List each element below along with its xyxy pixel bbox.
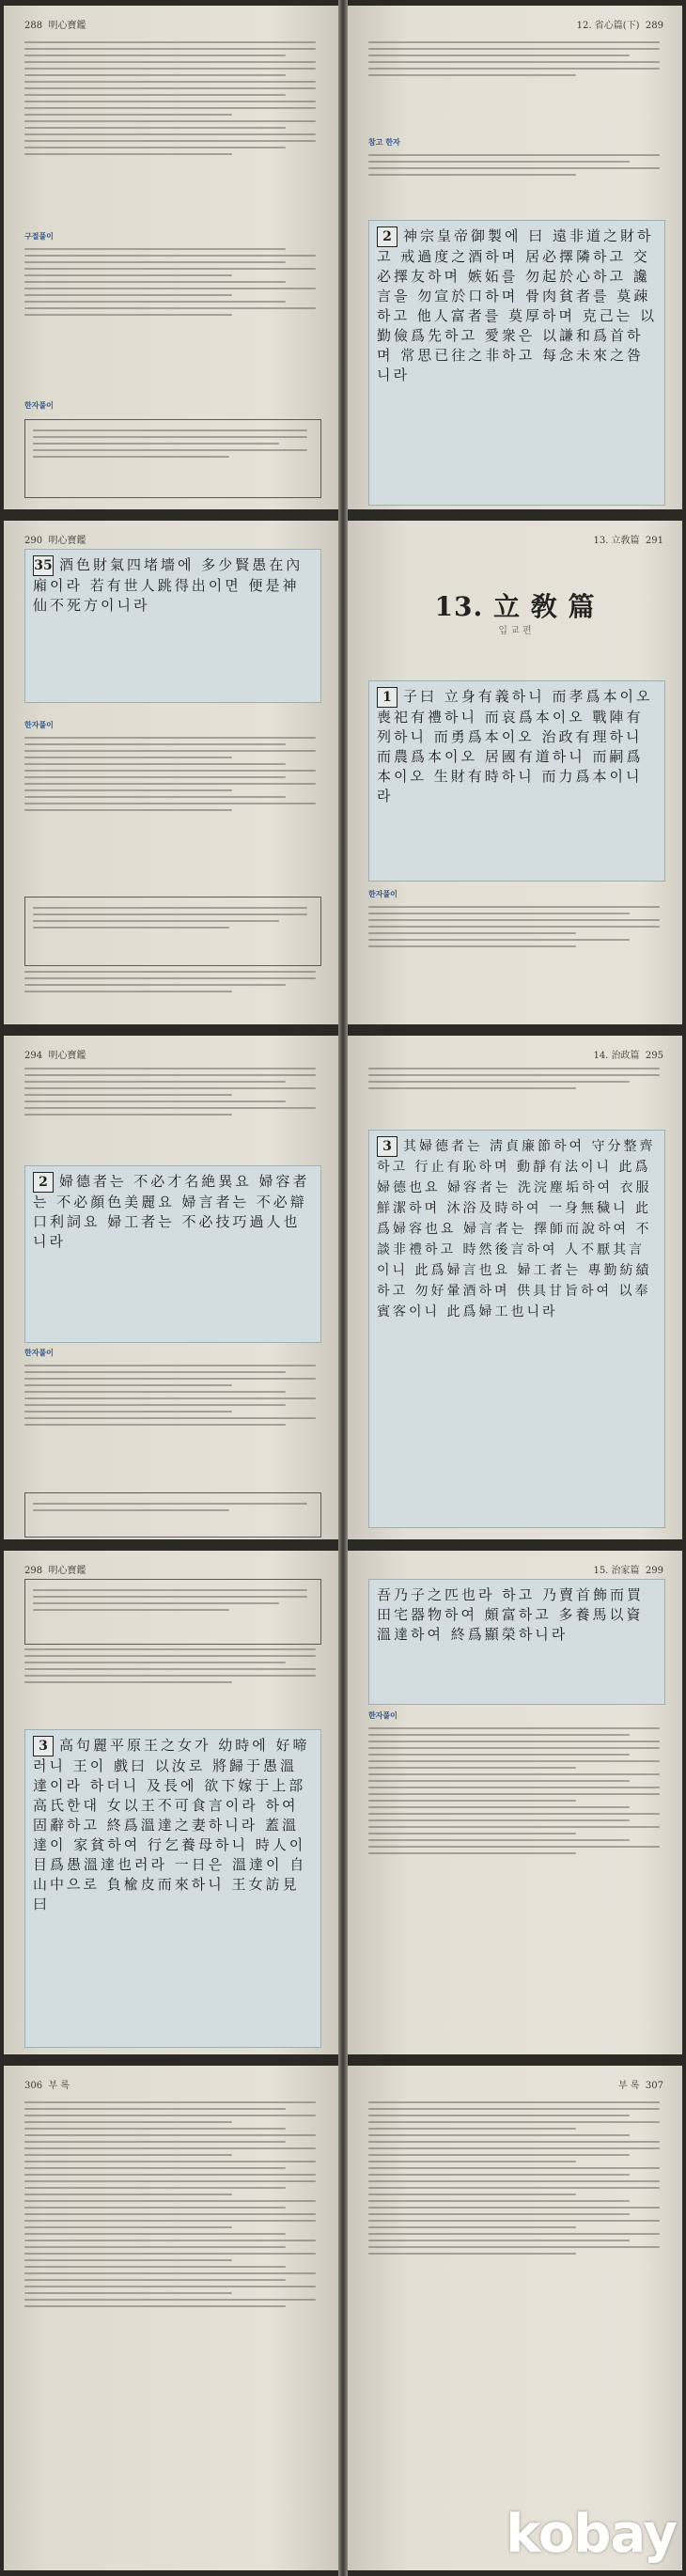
commentary-box	[24, 897, 321, 966]
right-page	[348, 521, 682, 1024]
page-header: 부 록 307	[618, 2081, 663, 2091]
body-text	[368, 1064, 665, 1094]
passage-text: 婦德者는 不必才名絶異요 婦容者는 不必顔色美麗요 婦言者는 不必辯口利詞요 婦工者는 不必技巧過人也니라	[33, 1173, 310, 1250]
passage-text: 高句麗平原王之女가 幼時에 好啼러니 王이 戲曰 以汝로 將歸于愚溫達이라 하더니 及長에 欲下嫁于上部高氏한대 女以王不可食言이라 하여 固辭하고 終爲溫達之妻하니라 蓋溫達이 家貧하여 行乞養母하니 時人이 目爲愚溫達也러라 一日은 溫達이 自山中으로 負楡皮而來하니 王女訪見曰	[33, 1737, 310, 1912]
passage-text: 吾乃子之匹也라 하고 乃賣首飾而買田宅器物하여 頗富하고 多養馬以資溫達하여 終爲顯榮하니라	[377, 1586, 645, 1643]
book-photo-3	[0, 1030, 686, 1545]
hanja-passage	[368, 1130, 665, 1528]
page-header: 288 明心寶鑑	[24, 21, 86, 31]
page-header: 15. 治家篇 299	[593, 1566, 663, 1576]
appendix-text	[368, 2098, 665, 2259]
vocab-text	[24, 733, 321, 816]
book-gutter	[338, 0, 348, 515]
commentary-box	[24, 1579, 321, 1645]
book-photo-2	[0, 515, 686, 1030]
chapter-title: 13. 立 敎 篇	[434, 591, 596, 622]
section-label-2: 한자풀이	[24, 400, 54, 410]
section-label: 구절풀이	[24, 231, 54, 241]
hanja-passage	[24, 549, 321, 703]
page-header: 13. 立敎篇 291	[593, 536, 663, 546]
passage-text: 子曰 立身有義하니 而孝爲本이오 喪祀有禮하니 而哀爲本이오 戰陣有列하니 而勇爲本이오 治政有理하니 而農爲本이오 居國有道하니 而嗣爲本이오 生財有時하니 而力爲本이니라	[377, 688, 653, 804]
vocab-text	[24, 1361, 321, 1430]
book-gutter	[338, 2060, 348, 2576]
hanja-passage	[368, 680, 665, 882]
section-label: 한자풀이	[24, 1348, 54, 1357]
body-text	[24, 1064, 321, 1120]
hanja-passage	[368, 220, 665, 506]
vocab-text	[24, 244, 321, 320]
passage-number: 1	[377, 687, 398, 708]
body-text	[24, 967, 321, 997]
right-page	[348, 1551, 682, 2054]
book-gutter	[338, 515, 348, 1030]
section-label: 한자풀이	[24, 720, 54, 729]
section-label: 참고 한자	[368, 137, 400, 147]
hanja-passage	[368, 1579, 665, 1705]
body-text	[24, 38, 321, 160]
right-page	[348, 2066, 682, 2570]
note-text	[368, 150, 665, 180]
commentary-box	[24, 1492, 321, 1538]
book-photo-1	[0, 0, 686, 515]
hanja-passage	[24, 1165, 321, 1343]
left-page	[4, 2066, 338, 2570]
passage-number: 35	[33, 555, 54, 576]
vocab-text	[368, 902, 665, 952]
chapter-subtitle: 입 교 편	[498, 626, 532, 636]
page-header: 12. 省心篇(下) 289	[576, 21, 663, 31]
page-header: 298 明心寶鑑	[24, 1566, 86, 1576]
passage-number: 2	[377, 226, 398, 247]
passage-number: 3	[33, 1736, 54, 1756]
body-text	[368, 38, 665, 81]
passage-text: 酒色財氣四堵墻에 多少賢愚在內廂이라 若有世人跳得出이면 便是神仙不死方이니라	[33, 556, 304, 614]
page-header: 294 明心寶鑑	[24, 1051, 86, 1061]
vocab-text	[368, 1724, 665, 1859]
left-page	[4, 1036, 338, 1539]
page-header: 290 明心寶鑑	[24, 536, 86, 546]
passage-number: 2	[33, 1172, 54, 1193]
left-page	[4, 6, 338, 509]
passage-text: 其婦德者는 淸貞廉節하여 守分整齊하고 行止有恥하며 動靜有法이니 此爲婦德也요 婦容者는 洗浣塵垢하여 衣服鮮潔하며 沐浴及時하여 一身無穢니 此爲婦容也요 婦言者는 擇師而說하여 不談非禮하고 時然後言하여 人不厭其言이니 此爲婦言也요 婦工者는 專勤紡績하고 勿好暈酒하며 供具甘旨하여 以奉賓客이니 此爲婦工也니라	[377, 1139, 656, 1319]
hanja-passage	[24, 1729, 321, 2048]
page-header: 306 부 록	[24, 2081, 70, 2091]
page-header: 14. 治政篇 295	[593, 1051, 663, 1061]
passage-text: 神宗皇帝御製에 曰 遠非道之財하고 戒過度之酒하며 居必擇隣하고 交必擇友하며 嫉妬를 勿起於心하고 讒言을 勿宣於口하며 骨肉貧者를 莫疎하고 他人富者를 莫厚하며 克己는 以勤儉爲先하고 愛衆은 以謙和爲首하며 常思已往之非하고 每念未來之咎니라	[377, 227, 658, 383]
passage-number: 3	[377, 1136, 398, 1157]
right-page	[348, 6, 682, 509]
kobay-watermark-logo: kobay	[506, 2504, 677, 2565]
book-photo-5	[0, 2060, 686, 2576]
body-text	[24, 1645, 321, 1688]
book-gutter	[338, 1545, 348, 2060]
left-page	[4, 521, 338, 1024]
appendix-text	[24, 2098, 321, 2312]
section-label: 한자풀이	[368, 889, 398, 898]
section-label: 한자풀이	[368, 1710, 398, 1720]
book-photo-4	[0, 1545, 686, 2060]
commentary-box	[24, 419, 321, 498]
book-gutter	[338, 1030, 348, 1545]
left-page	[4, 1551, 338, 2054]
right-page	[348, 1036, 682, 1539]
